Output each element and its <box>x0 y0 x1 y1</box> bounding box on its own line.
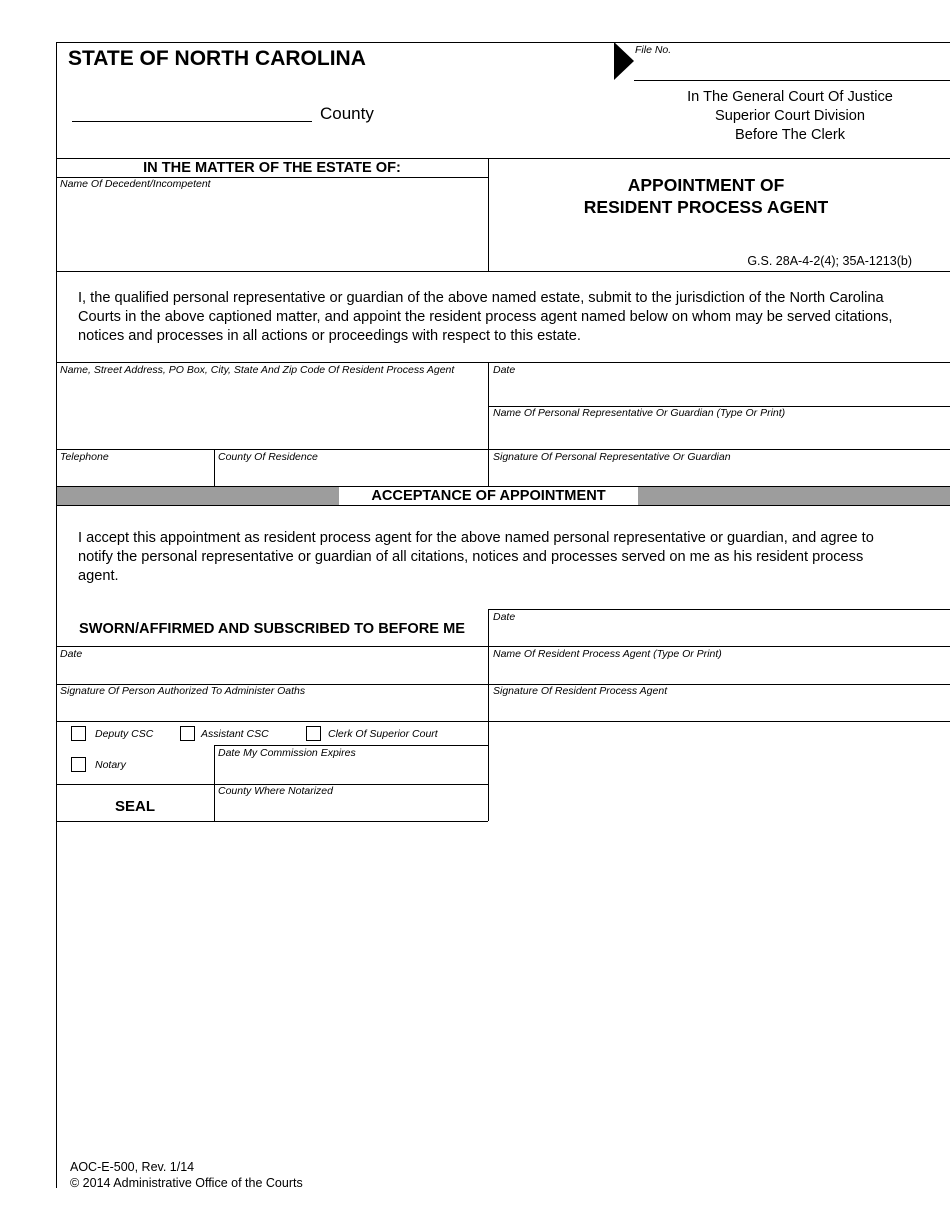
decedent-field[interactable] <box>57 192 487 270</box>
file-no-marker-shape <box>614 42 634 80</box>
telephone-label: Telephone <box>60 451 109 463</box>
county-field[interactable] <box>72 121 312 122</box>
agent-date-field[interactable] <box>489 625 949 646</box>
assistant-csc-checkbox[interactable] <box>180 726 195 741</box>
statute-reference: G.S. 28A-4-2(4); 35A-1213(b) <box>747 254 912 268</box>
appointment-date-field[interactable] <box>489 378 949 405</box>
assistant-csc-label: Assistant CSC <box>201 728 269 740</box>
county-label: County <box>320 104 374 123</box>
copyright: © 2014 Administrative Office of the Courts <box>70 1176 303 1190</box>
commission-label: Date My Commission Expires <box>218 747 356 759</box>
notary-label: Notary <box>95 759 126 771</box>
clerk-superior-checkbox[interactable] <box>306 726 321 741</box>
county-residence-field[interactable] <box>215 465 487 485</box>
sworn-date-label: Date <box>60 648 83 660</box>
seal-bottom-rule <box>56 821 488 822</box>
county-notarized-label: County Where Notarized <box>218 785 333 797</box>
appointment-statement: I, the qualified personal representative or guardian of the above named estate, submit to the jurisdiction of the North Carolina Courts in the above captioned matter, and appoint the resident process agent named below on whom may be served citations, notices and processes in all actions or proceedings with respect to this estate. <box>78 290 893 344</box>
state-title: STATE OF NORTH CAROLINA <box>68 47 366 70</box>
rep-signature-field[interactable] <box>489 465 949 485</box>
form-title-line-2: RESIDENT PROCESS AGENT <box>583 197 829 217</box>
appointment-date-label: Date <box>493 364 516 376</box>
oath-signature-label: Signature Of Person Authorized To Administer Oaths <box>60 685 306 697</box>
sworn-date-field[interactable] <box>57 662 487 684</box>
oath-signature-field[interactable] <box>57 699 487 720</box>
rep-signature-label: Signature Of Personal Representative Or Guardian <box>493 451 731 463</box>
deputy-csc-checkbox[interactable] <box>71 726 86 741</box>
court-division <box>640 88 940 145</box>
agent-signature-field[interactable] <box>489 699 949 720</box>
rep-name-label: Name Of Personal Representative Or Guardian (Type Or Print) <box>493 407 786 419</box>
form-number: AOC-E-500, Rev. 1/14 <box>70 1160 195 1174</box>
agent-address-field[interactable] <box>57 378 487 448</box>
acceptance-statement: I accept this appointment as resident process agent for the above named personal representative or guardian, and agree to notify the personal representative or guardian of all citations, notices and processes served on me as his resident process agent. <box>78 530 874 584</box>
acceptance-bottom-rule <box>56 505 950 506</box>
deputy-csc-label: Deputy CSC <box>95 728 154 740</box>
clerk-superior-label: Clerk Of Superior Court <box>328 728 438 740</box>
appointment-top-rule <box>56 362 950 363</box>
agent-address-label: Name, Street Address, PO Box, City, State And Zip Code Of Resident Process Agent <box>60 364 455 376</box>
county-residence-label: County Of Residence <box>218 451 318 463</box>
telephone-row-rule <box>56 449 950 450</box>
sworn-top-rule <box>488 609 950 610</box>
commission-field[interactable] <box>215 761 487 783</box>
court-line-2: Superior Court Division <box>714 108 866 124</box>
estate-top-rule <box>56 158 950 159</box>
file-no-label: File No. <box>635 44 672 56</box>
file-no-marker-icon <box>614 42 634 80</box>
court-line-3: Before The Clerk <box>734 127 846 143</box>
telephone-field[interactable] <box>57 465 213 485</box>
acceptance-heading: ACCEPTANCE OF APPOINTMENT <box>339 487 638 505</box>
decedent-label: Name Of Decedent/Incompetent <box>60 178 211 190</box>
file-no-underline <box>634 80 950 81</box>
sworn-date-rule <box>56 646 950 647</box>
estate-bottom-rule <box>56 271 950 272</box>
estate-heading: IN THE MATTER OF THE ESTATE OF: <box>143 160 401 176</box>
agent-date-label: Date <box>493 611 516 623</box>
form-title-line-1: APPOINTMENT OF <box>627 175 785 195</box>
agent-name-field[interactable] <box>489 662 949 684</box>
form-title <box>489 174 923 218</box>
sworn-heading: SWORN/AFFIRMED AND SUBSCRIBED TO BEFORE ME <box>79 621 465 637</box>
top-border <box>56 42 950 43</box>
seal-label: SEAL <box>114 798 155 815</box>
checkbox-row-rule <box>56 721 950 722</box>
agent-name-label: Name Of Resident Process Agent (Type Or Print) <box>493 648 722 660</box>
court-line-1: In The General Court Of Justice <box>687 89 893 105</box>
agent-signature-label: Signature Of Resident Process Agent <box>493 685 668 697</box>
commission-top-rule <box>214 745 488 746</box>
notary-checkbox[interactable] <box>71 757 86 772</box>
county-notarized-field[interactable] <box>215 799 487 820</box>
rep-name-field[interactable] <box>489 421 949 449</box>
